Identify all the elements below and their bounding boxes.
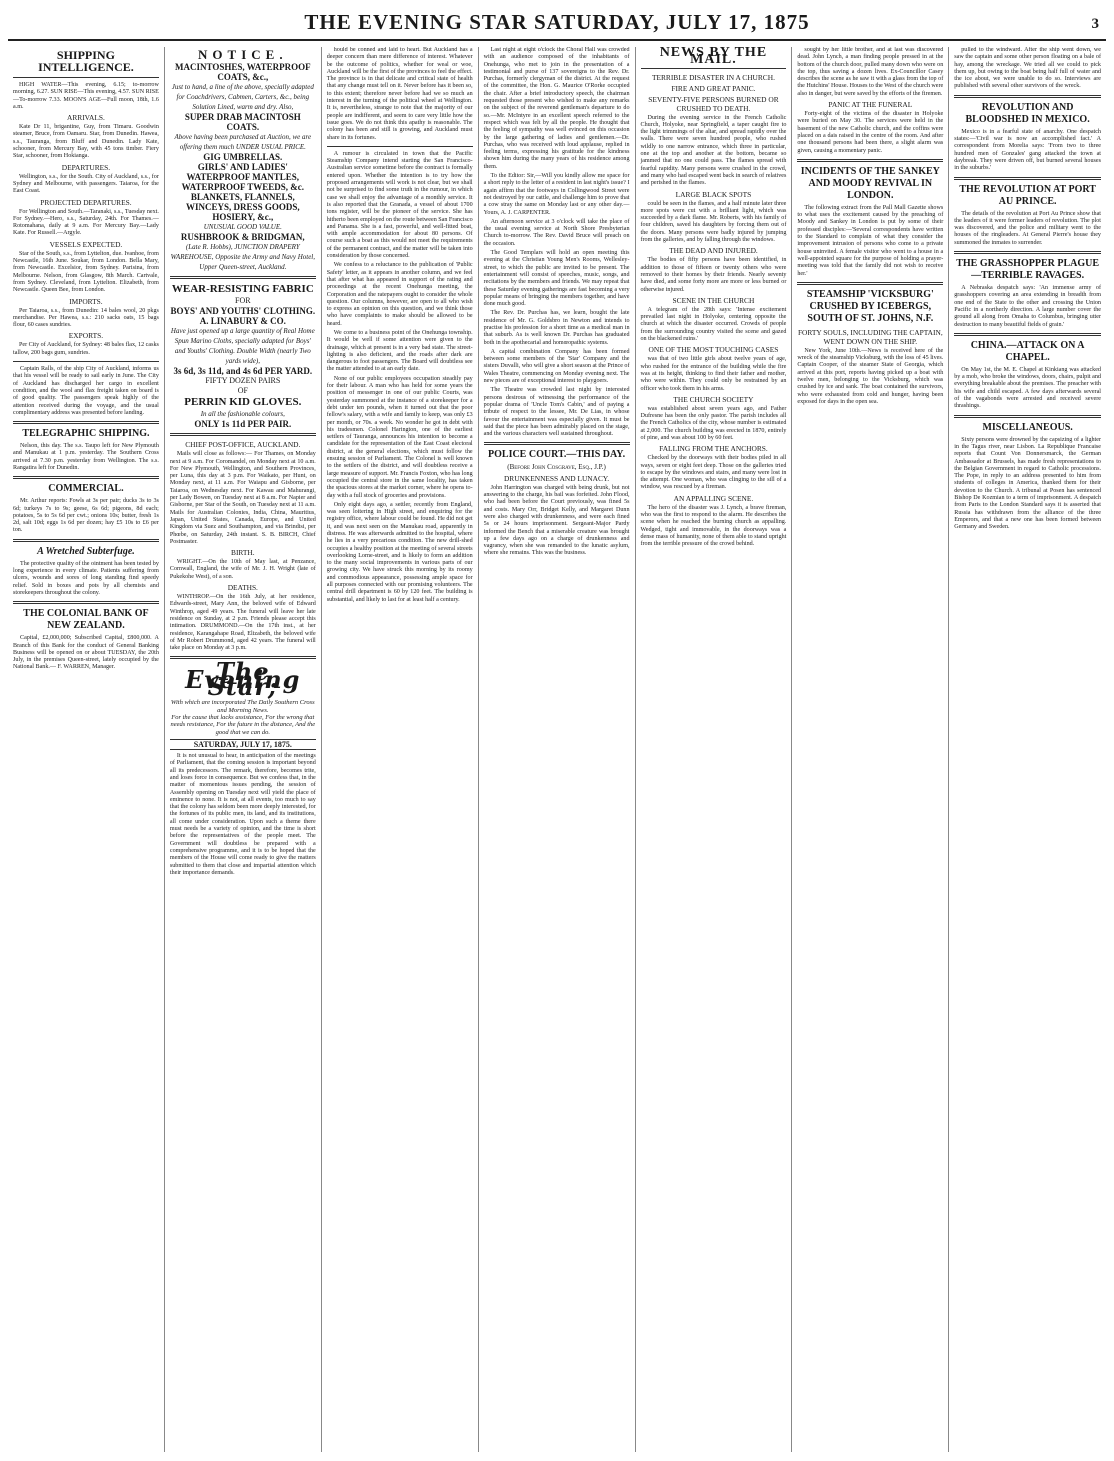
notice-sub: MACINTOSHES, WATERPROOF COATS, &c., [175, 62, 311, 83]
masthead [8, 10, 1106, 41]
leader: It is not unusual to hear, in anticipation of the meetings of Parliament, that the coming session is important beyond all its predecessors. The remark, therefore, becomes trite, and loses force in consequence. But we confess that, in the matter of momentous issues pending, the session of Assembly opening on Tuesday next will yield the place of eminence to none. It is not, at all events, too much to say that the colony has seldom been more deeply interested, for the fortunes of its public men, its land, and its institutions, all come under consideration. Upon such a theme there must needs be a variety of opinion, and the time is short before the representatives of the people meet. The Government will doubtless be prepared with a comprehensive programme, and it is to be hoped that the members of the House will come ready to give the matters submitted to them that close and impartial attention which their importance demands. [169, 753, 316, 876]
column-4 [479, 47, 636, 1452]
girls-mantles: GIRLS' AND LADIES' WATERPROOF MANTLES, [186, 162, 300, 183]
col7-body1: pulled to the windward. After the ship went down, we saw the captain and some other person floating on a bale of hay, among the wreckage. We tried all we could to pick them up, but owing to the boat being half full of water and the ice about, we were unable to do so. Interviews are published with several other survivors of the wreck. [954, 47, 1101, 90]
col5-sub9: FALLING FROM THE ANCHORS. [659, 444, 768, 454]
firm-sub: (Late R. Hobbs), JUNCTION DRAPERY WAREHOUSE, Opposite the Army and Navy Hotel, Upper Queen-street, Auckland. [170, 243, 316, 272]
col6-head3: STEAMSHIP 'VICKSBURG' CRUSHED BY ICEBERGS, SOUTH OF ST. JOHNS, N.F. [806, 288, 934, 324]
col4-body4: The Good Templars will hold an open meeting this evening at the Christian Young Men's Rooms, Wellesley-street, to which the public are invited to be present. The entertainment will consist of speeches, music, songs, and recitations by the members and friends. We may repeat that these Saturday evening gatherings are fast becoming a very popular means of bringing the members together, and have done much good. [483, 250, 630, 308]
post-body: Mails will close as follows:— For Thames, on Monday next at 9 a.m. For Coromandel, on Monday next at 10 a.m. For New Plymouth, Wellington, and Southern Provinces, per Luna, this day at 3 p.m. For Waikato, per Hunt, on Monday next, at 11 a.m. For Waiapu and Gisborne, per Taiaroa, on Wednesday next. For Kawau and Mahurangi, per Lady Bowen, on Tuesday next at 8 a.m. For Napier and Gisborne, per Star of the South, on Tuesday next at 11 a.m. Mails for Australian Colonies, India, China, Mauritius, Japan, United States, Canada, Europe, and United Kingdom via Suez and Southampton, and via Brindisi, per Phœbe, on Saturday, 24th instant. S. B. BIRCH, Chief Postmaster. [169, 451, 316, 545]
projected-heading: PROJECTED DEPARTURES. [40, 197, 132, 207]
issue-date: SATURDAY, JULY 17, 1875. [170, 739, 316, 750]
col7-head2: THE REVOLUTION AT PORT AU PRINCE. [959, 183, 1096, 207]
imports: Per Taiaroa, s.s., from Dunedin: 14 bales wool, 20 pkgs merchandise. Per Hawea, s.s.: 210 sacks oats, 15 bags flour, 60 cases sundries. [13, 307, 159, 329]
departures-heading: DEPARTURES. [61, 162, 111, 172]
gloves: PERRIN KID GLOVES. [184, 396, 302, 409]
firm-name: RUSHBROOK & BRIDGMAN, [180, 232, 305, 243]
columns [8, 47, 1106, 1452]
col7-body2: Mexico is in a fearful state of anarchy. One despatch states:—'Civil war is now an accomplished fact.' A correspondent from Morelia says: 'From two to three hundred men of Gonzales' gang attacked the town at daybreak. They were driven off, but burned several houses in the suburbs.' [954, 128, 1101, 172]
column-7 [949, 47, 1106, 1452]
col6-sub2: FORTY SOULS, INCLUDING THE CAPTAIN, WENT DOWN ON THE SHIP. [797, 327, 943, 346]
col5-sub4: LARGE BLACK SPOTS [675, 189, 752, 199]
col7-head3: THE GRASSHOPPER PLAGUE—TERRIBLE RAVAGES. [956, 258, 1100, 282]
col4-body7: The Theatre was crowded last night by interested persons desirous of witnessing the performance of the popular drama of 'Uncle Tom's Cabin,' and of paying a tribute of respect to the lessee, Mr. De Lias, in whose favour the entertainment was especially given. It must be said that the piece has been admirably placed on the stage, and the various characters well sustained throughout. [483, 387, 630, 438]
telegraphic-heading: TELEGRAPHIC SHIPPING. [22, 428, 150, 440]
post-heading: CHIEF POST-OFFICE, AUCKLAND. [185, 440, 301, 450]
col5-body4: A telegram of the 28th says: 'Intense excitement prevailed last night in Holyoke, centering opposite the church at which the disaster occurred. Crowds of people from the surrounding country visited the scene and gazed on the blackened ruins.' [640, 306, 787, 343]
wear-heading: WEAR-RESISTING FABRIC [171, 283, 314, 296]
birth: WRIGHT.—On the 10th of May last, at Penzance, Cornwall, England, the wife of Mr. J. H. Wright (late of Pukekohe West), of a son. [169, 559, 316, 580]
col3-body2: A rumour is circulated in town that the Pacific Steamship Company intend starting the San Francisco-Australian service sometime before the contract is formally entered upon. Whether the intention is to try how the proposed arrangements will work is not clear, but we shall not be surprised to find some truth in the rumour, in which case we shall enjoy the advantage of a monthly service. It is also reported that the Granada, a vessel of about 1700 tons register, will be the pioneer of the service. She has hitherto been employed on the route between San Francisco and Panama. She is a fast, powerful, and well-fitted boat, with ample accommodation for about 80 persons. Of course such a boat as this would not meet the requirements of the permanent contract, and the matter will be taken into consideration by those concerned. [326, 150, 473, 260]
news-sub1: TERRIBLE DISASTER IN A CHURCH. [651, 72, 775, 82]
blankets: BLANKETS, FLANNELS, WINCEYS, DRESS GOODS, HOSIERY, &c., [186, 192, 300, 223]
wear-sub: BOYS' AND YOUTHS' CLOTHING. [170, 306, 316, 317]
col5-sub6: SCENE IN THE CHURCH [672, 295, 755, 305]
departures: Wellington, s.s., for the South. City of Auckland, s.s., for Sydney and Melbourne, with passengers. Taiaroa, for the East Coast. [13, 173, 159, 195]
col7-body5: On May 1st, the M. E. Chapel at Kinkiang was attacked by a mob, who broke the windows, doors, chairs, pulpit and everything breakable about the premises. The preacher with his wife and child escaped. A few days afterwards several of the vagabonds were arrested and received severe thrashings. [954, 366, 1101, 410]
shipping-report: Captain Ralls, of the ship City of Auckland, informs us that his vessel will be ready to sail early in June. The City of Auckland has discharged her cargo in excellent condition, and the wool and flax freight taken on board is of good quality. The passengers speak highly of the attention received during the voyage, and the usual complimentary address was presented before landing. [13, 366, 159, 416]
notice-heading: NOTICE. [198, 47, 288, 62]
col7-head1: REVOLUTION AND BLOODSHED IN MEXICO. [965, 101, 1090, 125]
col7-head5: MISCELLANEOUS. [982, 421, 1073, 433]
news-sub3: SEVENTY-FIVE PERSONS BURNED OR CRUSHED TO DEATH. [648, 94, 779, 113]
col7-body6: Sixty persons were drowned by the capsizing of a lighter in the Tagus river, near Lisbon. La Republique Francaise reports that Count Von Donnersmarck, the German Ambassador at Brussels, has made fresh representations to the Belgian Government in regard to Catholic processions. The Pope, in reply to an address presented to him from students of colleges in America, thanked them for their devotion to the Church. A tribunal at Posen has sentenced Bishop De Kozmian to a term of imprisonment. A despatch from Paris to the London Standard says it is asserted that Russia has withdrawn from the alliance of the three Emperors, and that a new one has been formed between Germany and Sweden. [954, 436, 1101, 531]
col4-body1: Last night at eight o'clock the Choral Hall was crowded with an audience composed of the inhabitants of Onehunga, who met to join in the presentation of a testimonial and purse of 137 sovereigns to the Rev. Dr. Purchas, formerly clergyman of the district. At the request of the committee, the Hon. G. Maurice O'Rorke occupied the chair. After a brief introductory speech, the chairman requested those present who wished to make any remarks on the subject of the reverend gentleman's departure to do so.—Mr. McIntyre in an excellent speech referred to the respect which was felt by all the people. He thought that the feeling of sympathy was well evinced on this occasion by the large gathering of ladies and gentlemen.—Dr. Purchas, who was received with loud applause, replied in feeling terms, expressing his gratitude for the kindness shown him during the many years of his residence among them. [483, 47, 630, 170]
shipping-heading: SHIPPING INTELLIGENCE. [38, 48, 134, 74]
exports-heading: EXPORTS. [68, 331, 104, 341]
prices: 3s 6d, 3s 11d, and 4s 6d PER YARD. [173, 366, 313, 377]
tides: HIGH WATER—This evening, 6.15; to-morrow morning, 6.27. SUN RISE—This evening, 4.57. SUN RISE—To-morrow 7.33. MOON'S AGE—Full moon, 18th, 1.6 a.m. [13, 82, 159, 110]
col4-body3: An afternoon service at 3 o'clock will take the place of the usual evening service at North Shore Presbyterian Church to-morrow. The Rev. David Bruce will preach on the occasion. [483, 218, 630, 247]
commercial-heading: COMMERCIAL. [48, 483, 124, 495]
exports: Per City of Auckland, for Sydney: 48 bales flax, 12 casks tallow, 200 bags gum, sundries. [13, 342, 159, 356]
col4-body5: The Rev. Dr. Purchas has, we learn, bought the late residence of Mr. G. Goldsbro in Newton and intends to practise his profession for a short time as a medical man in that suburb. As is well known Dr. Purchas has graduated both in the apothecarial and homœopathic systems. [483, 310, 630, 346]
deaths: WINTHROP.—On the 16th July, at her residence, Edwards-street, Mary Ann, the beloved wife of Edward Winthrop, aged 49 years. The funeral will leave her late residence on Sunday, at 2 p.m. Friends please accept this intimation. DRUMMOND.—On the 17th inst., at her residence, Karangahape Road, Elizabeth, the beloved wife of Mr Robert Drummond, aged 42 years. The funeral will take place on Monday at 3 p.m. [169, 594, 316, 652]
col5-body8: The hero of the disaster was J. Lynch, a brave fireman, who was the first to respond to the alarm. He describes the scene when he reached the burning church as appalling. Wedged, tight and immovable, in the doorways was a dense mass of humanity, none of them able to stand upright from the terrible pressure of the crowd behind. [640, 504, 787, 548]
col5-body5: was that of two little girls about twelve years of age, who rushed for the entrance of the building while the fire was at its height, thinking to find their father and mother, who were within. They could only be restrained by an officer who took them in his arms. [640, 356, 787, 392]
col7-body3: The details of the revolution at Port Au Prince show that the leaders of it were former leaders of revolution. The plot was discovered, and the police and military went to the houses of the ringleaders. At General Pierre's house they summoned the inmates to surrender. [954, 210, 1101, 246]
commercial: Mr. Arthur reports: Fowls at 3s per pair; ducks 3s to 3s 6d; turkeys 7s to 9s; geese, 6s 6d; pigeons, 8d each; potatoes, 5s to 5s 6d per cwt.; onions 10s; butter, fresh 1s 2d, salt 10d; eggs 1s 6d per dozen; hay £5 10s to £6 per ton. [13, 498, 159, 534]
ad-body: The protective quality of the ointment has been tested by long experience in every climate. Patients suffering from ulcers, wounds and sores of long standing find speedy relief. Sold in boxes and pots by all chemists and storekeepers throughout the colony. [13, 560, 159, 596]
masthead-title: THE EVENING STAR SATURDAY, JULY 17, 1875 [304, 10, 810, 34]
gloves-price: ONLY 1s 11d PER PAIR. [194, 419, 292, 430]
col4-body6: A capital combination Company has been formed between some members of the 'Star' Company and the sisters Duvalli, who will give a short season at the Prince of Wales Theatre, commencing on Monday evening next. The new pieces are of exceptional interest to playgoers. [483, 348, 630, 385]
logo-sub: With which are incorporated The Daily Southern Cross and Morning News. [170, 699, 315, 714]
col3-body1: hould be conned and laid to heart. But Auckland has a deeper concern than mere difference of interest. Whatever be the outcome of politics, whether for weal or woe, Auckland will be the first of the provinces to feel the effect. The province is in that delicate and critical state of health that any change must tell on it. Never before has it been so, to this extent; therefore never before had we so much an interest in the turning of the political wheel at Wellington. It is, nevertheless, strange to note that the majority of our people are indifferent, and seem to care very little how the issue goes. We do not think this apathy is reasonable. The colony has been and still is growing, and Auckland must share in its fortunes. [326, 47, 473, 141]
col6-sub1: PANIC AT THE FUNERAL [828, 100, 913, 110]
deaths-heading: DEATHS. [227, 583, 258, 593]
column-2 [165, 47, 322, 1452]
vessels-heading: VESSELS EXPECTED. [49, 239, 123, 249]
bank-heading: THE COLONIAL BANK OF NEW ZEALAND. [23, 608, 149, 632]
evening-star-logo: The Evening Star; [185, 657, 301, 702]
column-5 [636, 47, 793, 1452]
imports-heading: IMPORTS. [69, 296, 103, 306]
column-3 [322, 47, 479, 1452]
news-sub2: FIRE AND GREAT PANIC. [671, 83, 756, 93]
gloves-of: OF [237, 386, 248, 396]
col5-body7: Checked by the doorways with their bodies piled in all ways, seven or eight feet deep. Those on the galleries tried to escape by the windows and stairs, and many were lost in the attempt. One woman, who was clinging to the sill of a window, was rescued by a fireman. [640, 455, 787, 491]
col3-body5: None of our public employees occupation steadily pay for their labour. A man who has held for some years the position of messenger in one of our public Courts, was yesterday summoned at the instance of a storekeeper for a debt under ten pounds, when it turned out that the poor fellow's salary, with a wife and family to keep, was only £3 per month, or 70s. a week. No wonder he got in debt with his tradesmen. Colonel Harington, one of the earliest settlers of Tauranga, announces his intention to become a candidate for the representation of the East Coast electoral district, at the general elections, which must follow the ensuing session of Parliament. The Colonel is well known to the settlers of the district, and will doubtless receive a large measure of support. Mr. Francis Foxton, who has long occupied the central store in the same locality, has taken the spacious stores at the market corner, where he opens to-day with a full stock of groceries and provisions. [326, 375, 473, 499]
col5-sub10: AN APPALLING SCENE. [673, 493, 754, 503]
tweeds: WATERPROOF TWEEDS, &c. [181, 182, 304, 193]
col7-body4: A Nebraska despatch says: 'An immense army of grasshoppers covering an area extending in breadth from one end of the State to the other and crossing the Union Pacific in a northerly direction. A large number cover the ground all along from Omaha to Columbus, bringing utter destruction to many beautiful fields of grain.' [954, 285, 1101, 328]
bank-body: Capital, £2,000,000; Subscribed Capital, £800,000. A Branch of this Bank for the conduct of General Banking Business will be opened on or about TUESDAY, the 20th July, in the premises Queen-street, lately occupied by the National Bank.— F. WARREN, Manager. [13, 635, 159, 671]
notice-body: Just to hand, a line of the above, specially adapted for Coachdrivers, Cabmen, Carters, &c., being Solution Lined, warm and dry. Also, [171, 83, 314, 112]
column-6 [792, 47, 949, 1452]
projected: For Wellington and South.—Taranaki, s.s., Tuesday next. For Sydney.—Hero, s.s., Saturday, 24th. For Thames.—Rotomahana, daily at 9 a.m. For Mercury Bay.—Lady Kate. For Russell.—Argyle. [13, 208, 159, 237]
col5-sub7: ONE OF THE MOST TOUCHING CASES [648, 345, 779, 355]
col6-body2: Forty-eight of the victims of the disaster in Holyoke were buried on May 30. The services were held in the basement of the new Catholic church, and the coffins were placed on a dais raised in the centre of the room. And after one thousand persons had been there, a slight alarm was given, causing a momentary panic. [797, 111, 944, 154]
col5-body1: During the evening service in the French Catholic Church, Holyoke, near Springfield, a taper caught fire to the light trimmings of the altar, and spread rapidly over the walls. There were seven hundred people, who rushed wildly to one narrow entrance, which three in particular, one at the top and another at the bottom, became so jammed that no one could pass. The flames spread with fearful rapidity. Many persons were crushed in the crowd, and many who had escaped went back in search of relatives and perished in the flames. [640, 114, 787, 187]
col3-body6: Only eight days ago, a settler, recently from England, was seen loitering in High street, and enquiring for the registry office, where labour could be found. He did not get it, and was next seen on the Manukau road, apparently in distress. He was afterwards admitted to the hospital, where he lies in a very precarious condition. The new drill-shed occupies a healthy position at the meeting of several streets overlooking Lorne-street, and is likely to form an addition to the many social improvements in various parts of our growing city. We have struck this morning by its roomy and commodious appearance, possessing ample space for all purposes connected with our promising volunteers. The central drill department is 60 by 120 feet. The building is substantial, and likely to last for at least half a century. [326, 501, 473, 603]
police-body: John Harrington was charged with being drunk, but not answering to the charge, his bail was forfeited. John Flood, who had been before the Court previously, was fined 5s and costs. Mary Orr, Bridget Kelly, and Margaret Dunn were also charged with drunkenness, and were each fined 5s or 24 hours imprisonment. Sergeant-Major Pardy informed the Bench that a miserable creature was brought up a few days ago on a charge of drunkenness and vagrancy, when she was remanded to the lunatic asylum, where she remains. This was the business. [483, 484, 630, 557]
ad-heading: A Wretched Subterfuge. [37, 545, 135, 557]
col7-head4: CHINA.—ATTACK ON A CHAPEL. [970, 339, 1085, 363]
arrivals: Kate Dr 11, brigantine, Guy, from Timaru. Goodwin steamer, Bruce, from Oamaru. Star, from Dunedin. Hawea, s.s., Tauranga, from Bluff and Dunedin. Lady Kate, schooner, from Mercury Bay, with 45 tons timber. Fiery Star, schooner, from Hokianga. [13, 124, 159, 160]
col6-body4: New York, June 10th.—News is received here of the wreck of the steamship Vicksburg, with the loss of 45 lives. Captain Cooper, of the steamer State of Georgia, which arrived at this port, reports having picked up a boat with twelve men, belonging to the Vicksburg, which was crushed by ice and sank. The boat contained the survivors, who were exhausted from cold and hunger, having been exposed for days in the open sea. [797, 347, 944, 405]
birth-heading: BIRTH. [231, 548, 255, 558]
linabury-body: Have just opened up a large quantity of Real Home Spun Marino Cloths, specially adapted for Boys' and Youths' Clothing. Double Width (nearly Two yards wide), [170, 327, 315, 366]
police-sub: (Before John Cosgrave, Esq., J.P.) [507, 463, 606, 472]
gig-umbrellas: GIG UMBRELLAS. [203, 152, 283, 163]
gloves-body: In all the fashionable colours, [200, 410, 285, 419]
page-number: 3 [1091, 16, 1100, 32]
vessels: Star of the South, s.s., from Lyttelton, due. Ivanhoe, from Newcastle, 16th June. Soukar, from London. Bella Mary, from Newcastle. Excelsior, from Sydney. Parisina, from Melbourne. Nelson, from Glasgow, 8th March. Cartvale, from Sydney. Cleveland, from Lyttelton. Elizabeth, from Newcastle. Queen Bee, from London. [13, 250, 159, 294]
police-sub2: DRUNKENNESS AND LUNACY. [503, 473, 610, 483]
col3-body3: We confess to a reluctance to the publication of 'Public Safety' letter, as it appears in another column, and we feel that after what has appeared in support of the rating and proceedings at the recent Onehunga meeting, the Corporation and the ratepayers ought to consider the whole question. Our columns, however, are open to all who wish to express an opinion on this question, and we think those who have complaints to make should be allowed to be heard. [326, 262, 473, 327]
arrivals-heading: ARRIVALS. [67, 113, 105, 123]
police-heading: POLICE COURT.—THIS DAY. [488, 449, 626, 461]
linabury: A. LINABURY & CO. [199, 316, 286, 327]
col5-sub5: THE DEAD AND INJURED. [669, 246, 758, 256]
unusual-value: UNUSUAL GOOD VALUE. [203, 223, 282, 232]
telegraphic: Nelson, this day. The s.s. Taupo left for New Plymouth and Manukau at 1 p.m. yesterday. The Southern Cross arrived at 7.30 p.m. yesterday from Wellington. The s.s. Rangatira left for Dunedin. [13, 443, 159, 471]
col5-body2: could be seen in the flames, and a half minute later three more spots were cut with a brilliant light, which was succeeded by a dark flame. Mr. Roberts, with his family of four children, saved his daughters by forcing them out of the doors. Many persons were badly injured by jumping from the galleries, and by falling through the windows. [640, 200, 787, 244]
news-heading: NEWS BY THE MAIL. [659, 47, 768, 68]
col5-body3: The bodies of fifty persons have been identified, in addition to those of fifteen or twenty others who were removed to their homes by their friends. Nearly seventy have died, and some forty more are more or less burned or otherwise injured. [640, 257, 787, 293]
col5-body6: was established about seven years ago, and Father Dufresne has been the only pastor. The parish includes all the French Catholics of the city, whose number is estimated at 2,000. The church building was erected in 1870, entirely of pine, and was about 100 by 60 feet. [640, 405, 787, 441]
col6-body3: The following extract from the Pall Mall Gazette shows to what uses the excitement caused by the preaching of Moody and Sankey in London is put by some of their professed disciples:—'Several correspondents have written to the Standard to complain of what they consider the improvement intrusion of persons who come to a private house uninvited. A female visitor who went to a house in a well-appointed square for the purpose of holding a prayer-meeting was told that the family did not wish to receive her.' [797, 204, 944, 277]
motto: For the cause that lacks assistance, For the wrong that needs resistance, For the future in the distance, And the good that we can do. [170, 713, 316, 736]
coats-body: Above having been purchased at Auction, we are offering them much UNDER USUAL PRICE. [174, 133, 312, 152]
col6-body1: sought by her little brother, and at last was discovered dead. John Lynch, a man finding people pressed in at the bottom of the church door, pulled many down who were on the top, thus saving a dozen lives. Ex-Councillor Casey describes the scene as he saw it with a glass from the top of the Hutchins' House. Houses to the West of the church were also in danger, but were saved by the efforts of the firemen. [797, 47, 944, 97]
col5-sub8: THE CHURCH SOCIETY [673, 394, 754, 404]
wear-for: FOR [235, 296, 251, 306]
col6-head2: INCIDENTS OF THE SANKEY AND MOODY REVIVAL IN LONDON. [800, 165, 940, 201]
column-1 [8, 47, 165, 1452]
col3-body4: We come to a business point of the Onehunga township. It would be well if some attention were given to the drainage, which at present is in a very bad state. The street-lighting is also deficient, and the roads after dark are dangerous to foot passengers. The Board will doubtless see the matter attended to at an early date. [326, 329, 473, 373]
macintosh-coats: SUPER DRAB MACINTOSH COATS. [184, 112, 301, 133]
col4-body2: To the Editor: Sir,—Will you kindly allow me space for a short reply to the letter of a resident in last night's issue? I again affirm that the footways in Collingwood Street were not destroyed by our cattle, and challenge him to prove that a cow stray the same on Monday last or any other day.—Yours, A. J. CARPENTER. [483, 173, 630, 216]
gloves-qty: FIFTY DOZEN PAIRS [205, 376, 281, 386]
